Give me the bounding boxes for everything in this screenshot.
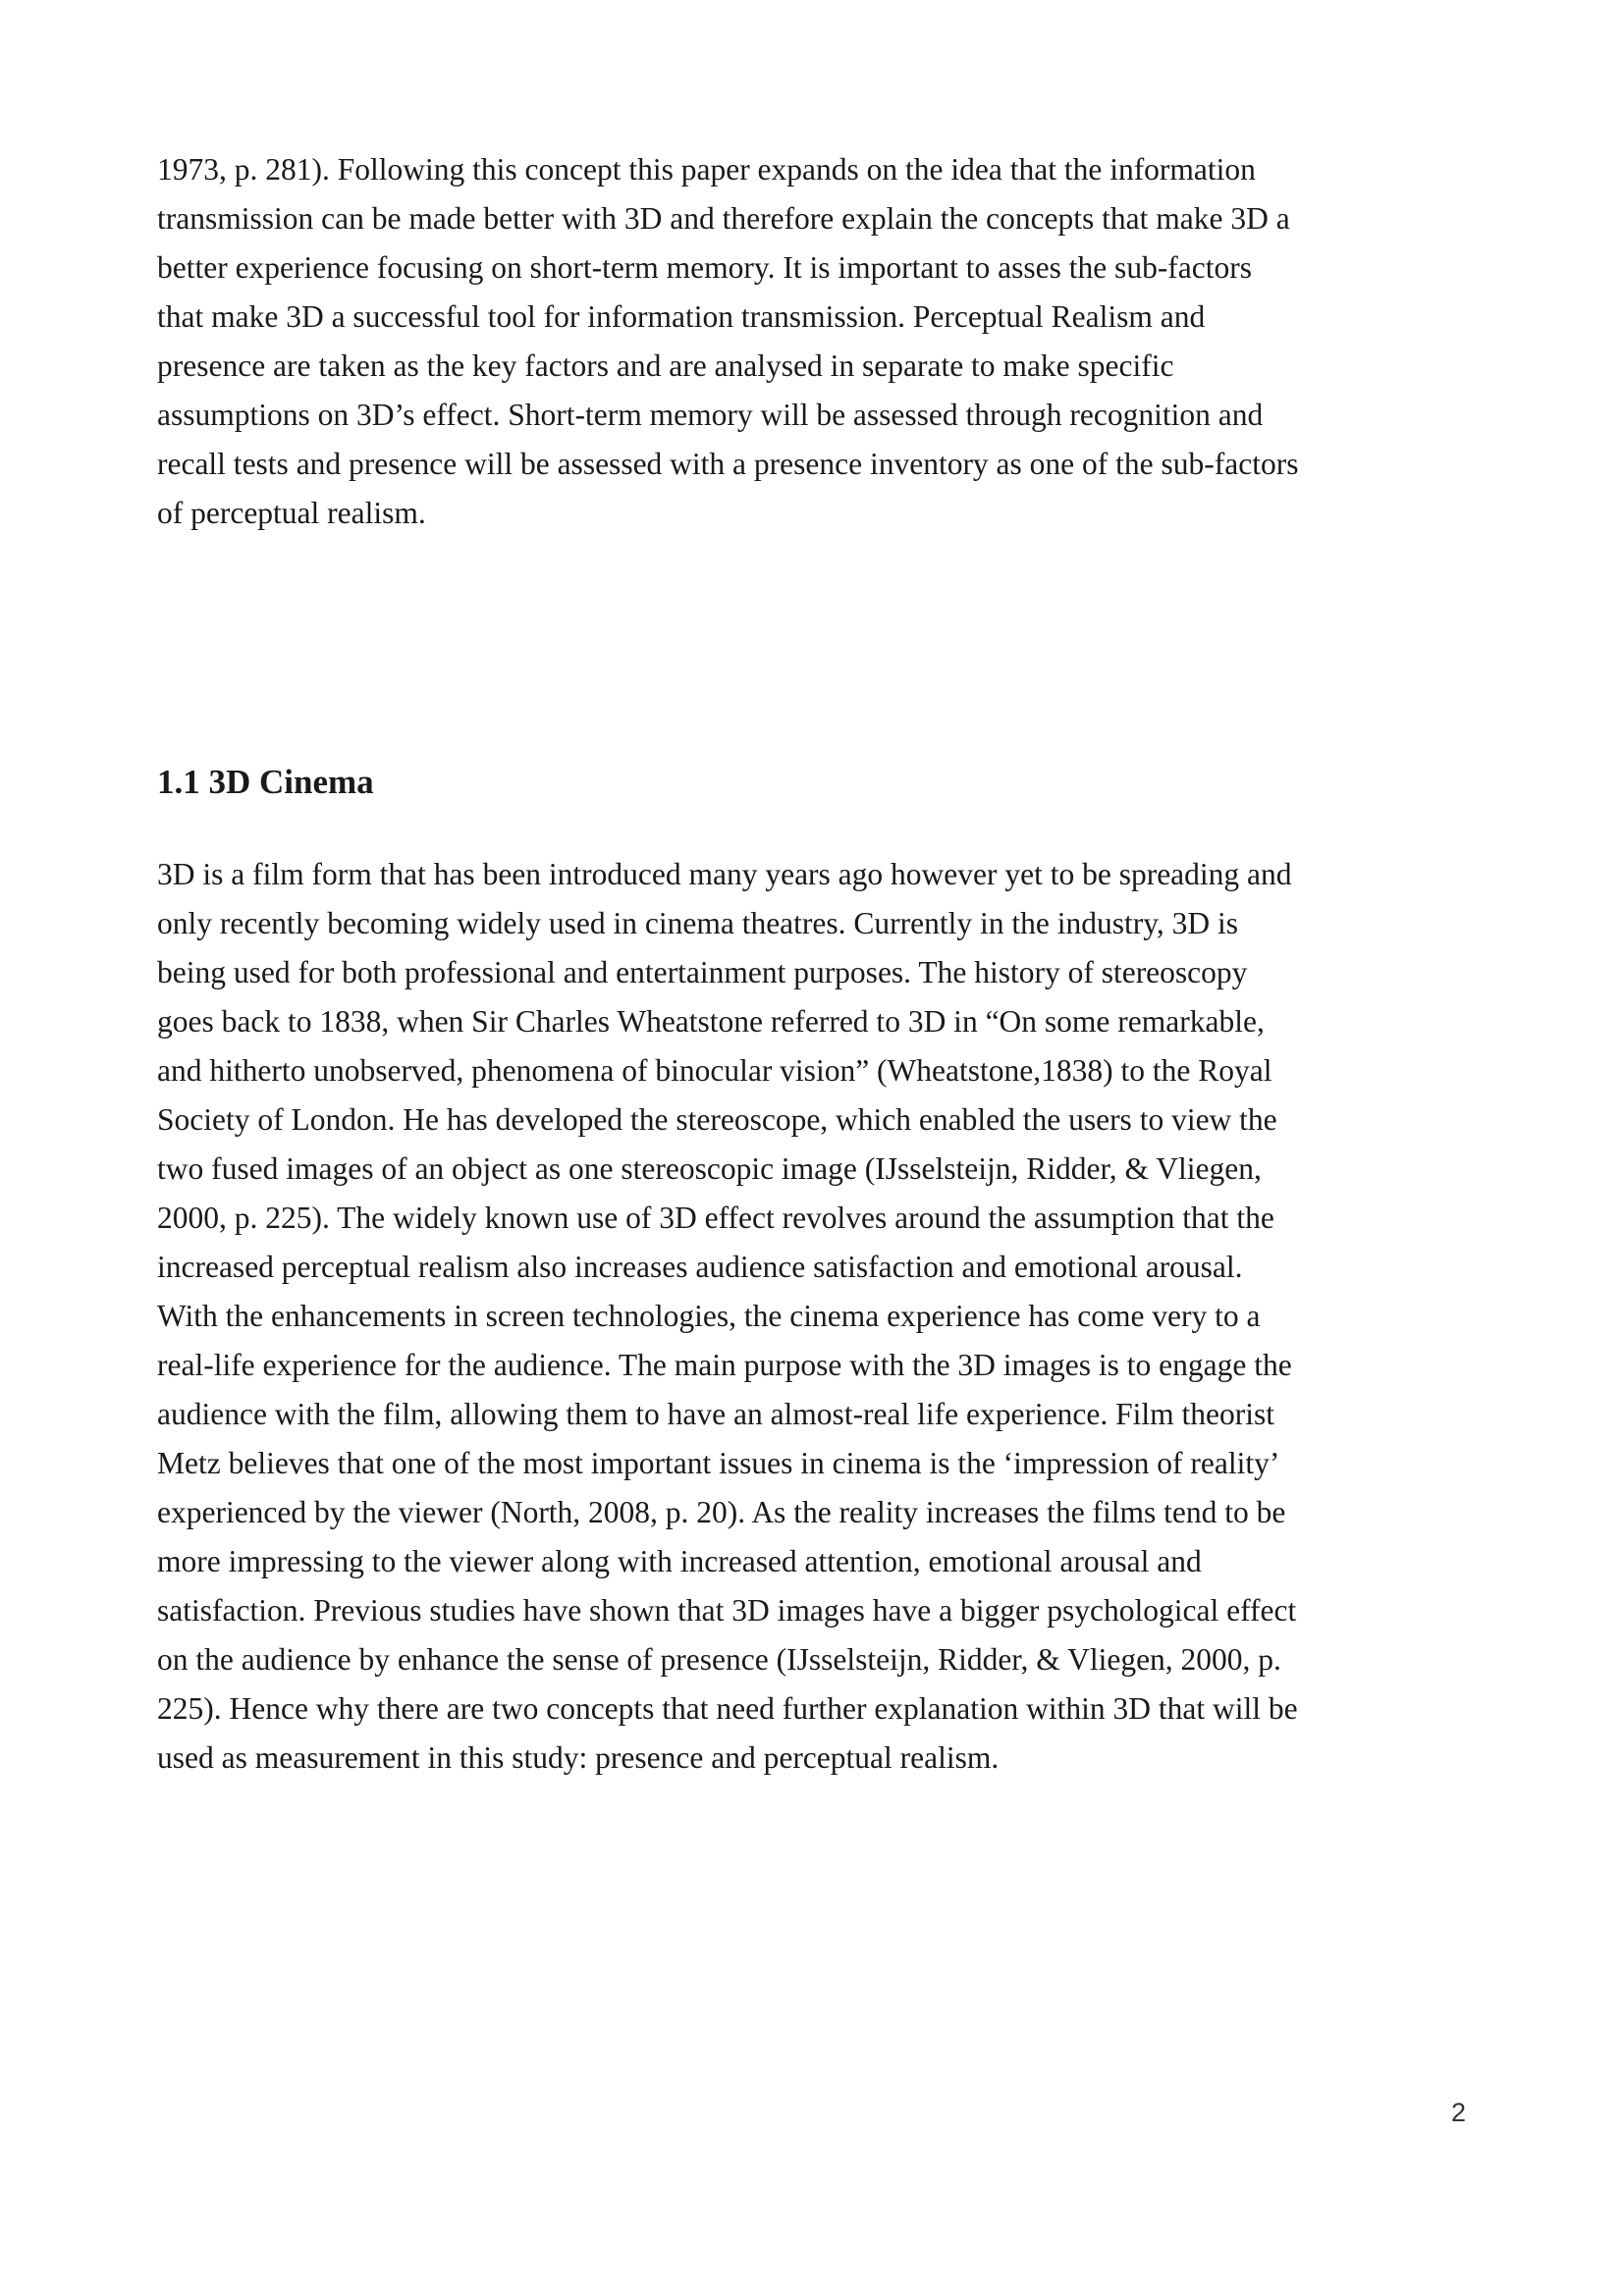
paragraph-line: assumptions on 3D’s effect. Short-term memory will be assessed through recognition and <box>157 398 1264 432</box>
page-number: 2 <box>1451 2098 1467 2127</box>
paragraph-line: presence are taken as the key factors and are analysed in separate to make specific <box>157 348 1174 383</box>
paragraph-line: satisfaction. Previous studies have shown that 3D images have a bigger psychological effect <box>157 1593 1297 1628</box>
paragraph-line: and hitherto unobserved, phenomena of binocular vision” (Wheatstone,1838) to the Royal <box>157 1053 1272 1088</box>
paragraph-line: real-life experience for the audience. The main purpose with the 3D images is to engage the <box>157 1348 1292 1382</box>
paragraph-line: With the enhancements in screen technologies, the cinema experience has come very to a <box>157 1299 1261 1333</box>
paragraph-line: 1973, p. 281). Following this concept this paper expands on the idea that the information <box>157 152 1256 187</box>
paragraph-line: only recently becoming widely used in cinema theatres. Currently in the industry, 3D is <box>157 906 1239 940</box>
paragraph-line: on the audience by enhance the sense of presence (IJsselsteijn, Ridder, & Vliegen, 2000, p. <box>157 1642 1281 1677</box>
paragraph-line: more impressing to the viewer along with increased attention, emotional arousal and <box>157 1544 1202 1578</box>
paragraph-line: 2000, p. 225). The widely known use of 3D effect revolves around the assumption that the <box>157 1201 1274 1235</box>
paragraph-line: 225). Hence why there are two concepts that need further explanation within 3D that will be <box>157 1691 1298 1726</box>
paragraph-line: goes back to 1838, when Sir Charles Wheatstone referred to 3D in “On some remarkable, <box>157 1004 1265 1039</box>
paragraph-line: that make 3D a successful tool for information transmission. Perceptual Realism and <box>157 299 1206 334</box>
paragraph-line: 3D is a film form that has been introduced many years ago however yet to be spreading and <box>157 857 1292 891</box>
paragraph-line: better experience focusing on short-term memory. It is important to asses the sub-factors <box>157 250 1253 285</box>
paragraph-line: transmission can be made better with 3D and therefore explain the concepts that make 3D a <box>157 201 1290 236</box>
paragraph-line: Society of London. He has developed the stereoscope, which enabled the users to view the <box>157 1102 1277 1137</box>
paragraph-line: two fused images of an object as one stereoscopic image (IJsselsteijn, Ridder, & Vliegen, <box>157 1151 1262 1186</box>
paragraph-line: used as measurement in this study: presence and perceptual realism. <box>157 1740 1000 1775</box>
paragraph-line: Metz believes that one of the most important issues in cinema is the ‘impression of reality’ <box>157 1446 1280 1480</box>
intro-paragraph <box>157 145 1380 538</box>
section-paragraph <box>157 850 1380 1783</box>
paragraph-line: audience with the film, allowing them to have an almost-real life experience. Film theorist <box>157 1397 1275 1431</box>
section-heading: 1.1 3D Cinema <box>157 763 374 801</box>
paragraph-line: being used for both professional and entertainment purposes. The history of stereoscopy <box>157 955 1248 989</box>
paragraph-line: recall tests and presence will be assessed with a presence inventory as one of the sub-factors <box>157 447 1299 481</box>
paragraph-line: of perceptual realism. <box>157 496 426 530</box>
paragraph-line: experienced by the viewer (North, 2008, p. 20). As the reality increases the films tend to be <box>157 1495 1286 1529</box>
paragraph-line: increased perceptual realism also increases audience satisfaction and emotional arousal. <box>157 1250 1243 1284</box>
